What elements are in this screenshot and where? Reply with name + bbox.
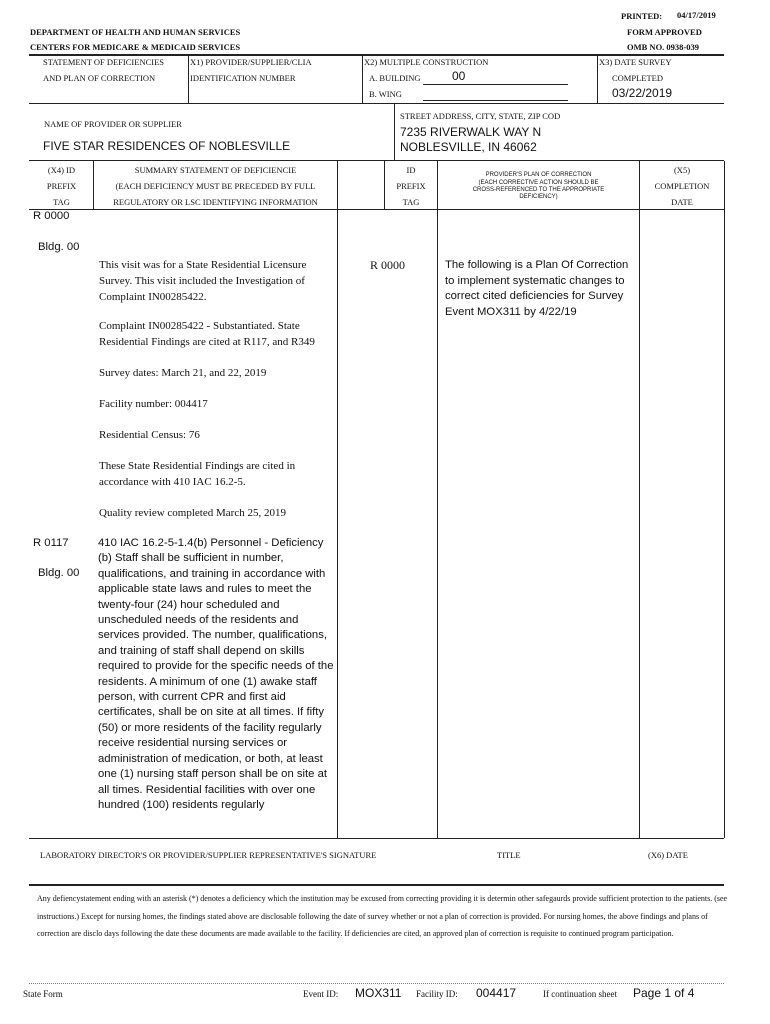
date-label: (X6) DATE	[648, 850, 688, 860]
date-survey-completed: 03/22/2019	[612, 86, 673, 100]
residential-census: Residential Census: 76	[99, 429, 200, 441]
building-label: A. BUILDING	[369, 73, 421, 83]
summary-label: SUMMARY STATEMENT OF DEFICIENCIE	[134, 165, 297, 175]
address-line-1: 7235 RIVERWALK WAY N	[400, 125, 542, 139]
summary-text: This visit was for a State Residential Licensure Survey. This visit included the Investigation of Complaint IN00285422.	[99, 259, 307, 303]
facility-id-label: Facility ID:	[416, 989, 458, 999]
rule	[29, 983, 724, 984]
wing-label: B. WING	[369, 89, 402, 99]
statement-label-2: AND PLAN OF CORRECTION	[43, 73, 156, 83]
plan-label: PROVIDER'S PLAN OF CORRECTION	[485, 172, 592, 178]
summary-label-3: REGULATORY OR LSC IDENTIFYING INFORMATION	[113, 197, 318, 207]
rule	[29, 838, 724, 839]
divider	[724, 161, 725, 838]
address-label: STREET ADDRESS, CITY, STATE, ZIP COD	[400, 111, 561, 121]
building-tag: Bldg. 00	[38, 567, 80, 579]
department-title: DEPARTMENT OF HEALTH AND HUMAN SERVICES	[30, 27, 241, 37]
id-label-2: PREFIX	[396, 181, 426, 191]
printed-label: PRINTED:	[621, 11, 663, 21]
event-id: MOX311	[355, 986, 402, 1000]
divider	[639, 161, 640, 838]
address-line-2: NOBLESVILLE, IN 46062	[400, 140, 537, 154]
signature-label: LABORATORY DIRECTOR'S OR PROVIDER/SUPPLIER REPRESENTATIVE'S SIGNATURE	[40, 850, 377, 860]
x1-label: X1) PROVIDER/SUPPLIER/CLIA	[190, 57, 312, 67]
x3-label: X3) DATE SURVEY	[599, 57, 672, 67]
printed-date: 04/17/2019	[677, 10, 716, 20]
event-id-label: Event ID:	[303, 989, 339, 999]
building-value: 00	[452, 69, 466, 83]
x1-label-2: IDENTIFICATION NUMBER	[190, 73, 296, 83]
rule	[29, 884, 724, 886]
id-label-3: TAG	[402, 197, 420, 207]
deficiency-text: 410 IAC 16.2-5-1.4(b) Personnel - Deficiency (b) Staff shall be sufficient in number, qualifications, and training in accordance with applicable state laws and rules to meet the twenty-four (24) hour scheduled and unscheduled needs of the residents and services provided. The number, qualifications, and training of staff shall depend on skills required to provide for the specific needs of the residents. A minimum of one (1) awake staff person, with current CPR and first aid certificates, shall be on site at all times. If fifty (50) or more residents of the facility regularly receive residential nursing services or administration of medication, or both, at least one (1) nursing staff person shall be on site at all times. Residential facilities with over one hundred (100) residents regularly	[98, 537, 334, 811]
x4-label: (X4) ID	[47, 165, 76, 175]
rule	[29, 209, 724, 210]
omb-number: OMB NO. 0938-039	[627, 42, 700, 52]
top-rule	[29, 54, 724, 56]
x5-label-2: COMPLETION	[654, 181, 710, 191]
divider	[188, 55, 189, 103]
facility-id: 004417	[476, 986, 517, 1000]
building-tag: Bldg. 00	[38, 241, 80, 253]
wing-underline	[423, 100, 568, 101]
plan-label-2: (EACH CORRECTIVE ACTION SHOULD BE	[478, 180, 599, 186]
statement-label: STATEMENT OF DEFICIENCIES	[43, 57, 165, 67]
rule	[29, 160, 724, 161]
building-underline	[423, 84, 568, 85]
id-label: ID	[406, 165, 416, 175]
plan-of-correction-text: The following is a Plan Of Correction to implement systematic changes to correct cited deficiencies for Survey Event MOX311 by 4/22/19	[445, 259, 629, 318]
divider	[362, 55, 363, 103]
divider	[597, 55, 598, 103]
summary-text: Complaint IN00285422 - Substantiated. State Residential Findings are cited at R117, and R349	[99, 320, 315, 348]
plan-prefix-tag: R 0000	[370, 258, 406, 272]
prefix-tag: R 0117	[33, 537, 69, 549]
title-label: TITLE	[497, 850, 521, 860]
disclaimer-text: Any defiencystatement ending with an asterisk (*) denotes a deficiency which the institution may be excused from correcting providing it is determin other safegaurds provide sufficient protection to the patients. (see instructions.) Except for nursing homes, the findings stated above are disclosable following the date of survey whether or not a plan of correction is provided. For nursing homes, the above findings and plans of correction are disclo days following the date these documents are made available to the facility. If deficiencies are cited, an approved plan of correction is requisite to continued program participation.	[37, 894, 728, 939]
page-number: Page 1 of 4	[633, 986, 695, 1000]
survey-dates: Survey dates: March 21, and 22, 2019	[99, 367, 267, 379]
continuation-label: If continuation sheet	[543, 989, 617, 999]
x3-label-2: COMPLETED	[612, 73, 663, 83]
centers-title: CENTERS FOR MEDICARE & MEDICAID SERVICES	[30, 42, 241, 52]
state-form-label: State Form	[23, 989, 63, 999]
x4-label-2: PREFIX	[46, 181, 77, 191]
x5-label: (X5)	[673, 165, 691, 175]
plan-label-4: DEFICIENCY)	[519, 194, 558, 200]
divider	[437, 161, 438, 838]
x4-label-3: TAG	[53, 197, 70, 207]
form-approved: FORM APPROVED	[627, 27, 702, 37]
x5-label-3: DATE	[671, 197, 693, 207]
summary-label-2: (EACH DEFICIENCY MUST BE PRECEDED BY FULL	[115, 181, 316, 191]
rule	[29, 103, 724, 104]
summary-text: These State Residential Findings are cited in accordance with 410 IAC 16.2-5.	[99, 460, 296, 488]
prefix-tag: R 0000	[33, 210, 70, 222]
quality-review: Quality review completed March 25, 2019	[99, 507, 286, 519]
provider-name-label: NAME OF PROVIDER OR SUPPLIER	[44, 119, 182, 129]
plan-label-3: CROSS-REFERENCED TO THE APPROPRIATE	[472, 187, 605, 193]
x2-label: X2) MULTIPLE CONSTRUCTION	[364, 57, 489, 67]
divider	[394, 104, 395, 160]
facility-number: Facility number: 004417	[99, 398, 208, 410]
provider-name: FIVE STAR RESIDENCES OF NOBLESVILLE	[43, 139, 291, 153]
